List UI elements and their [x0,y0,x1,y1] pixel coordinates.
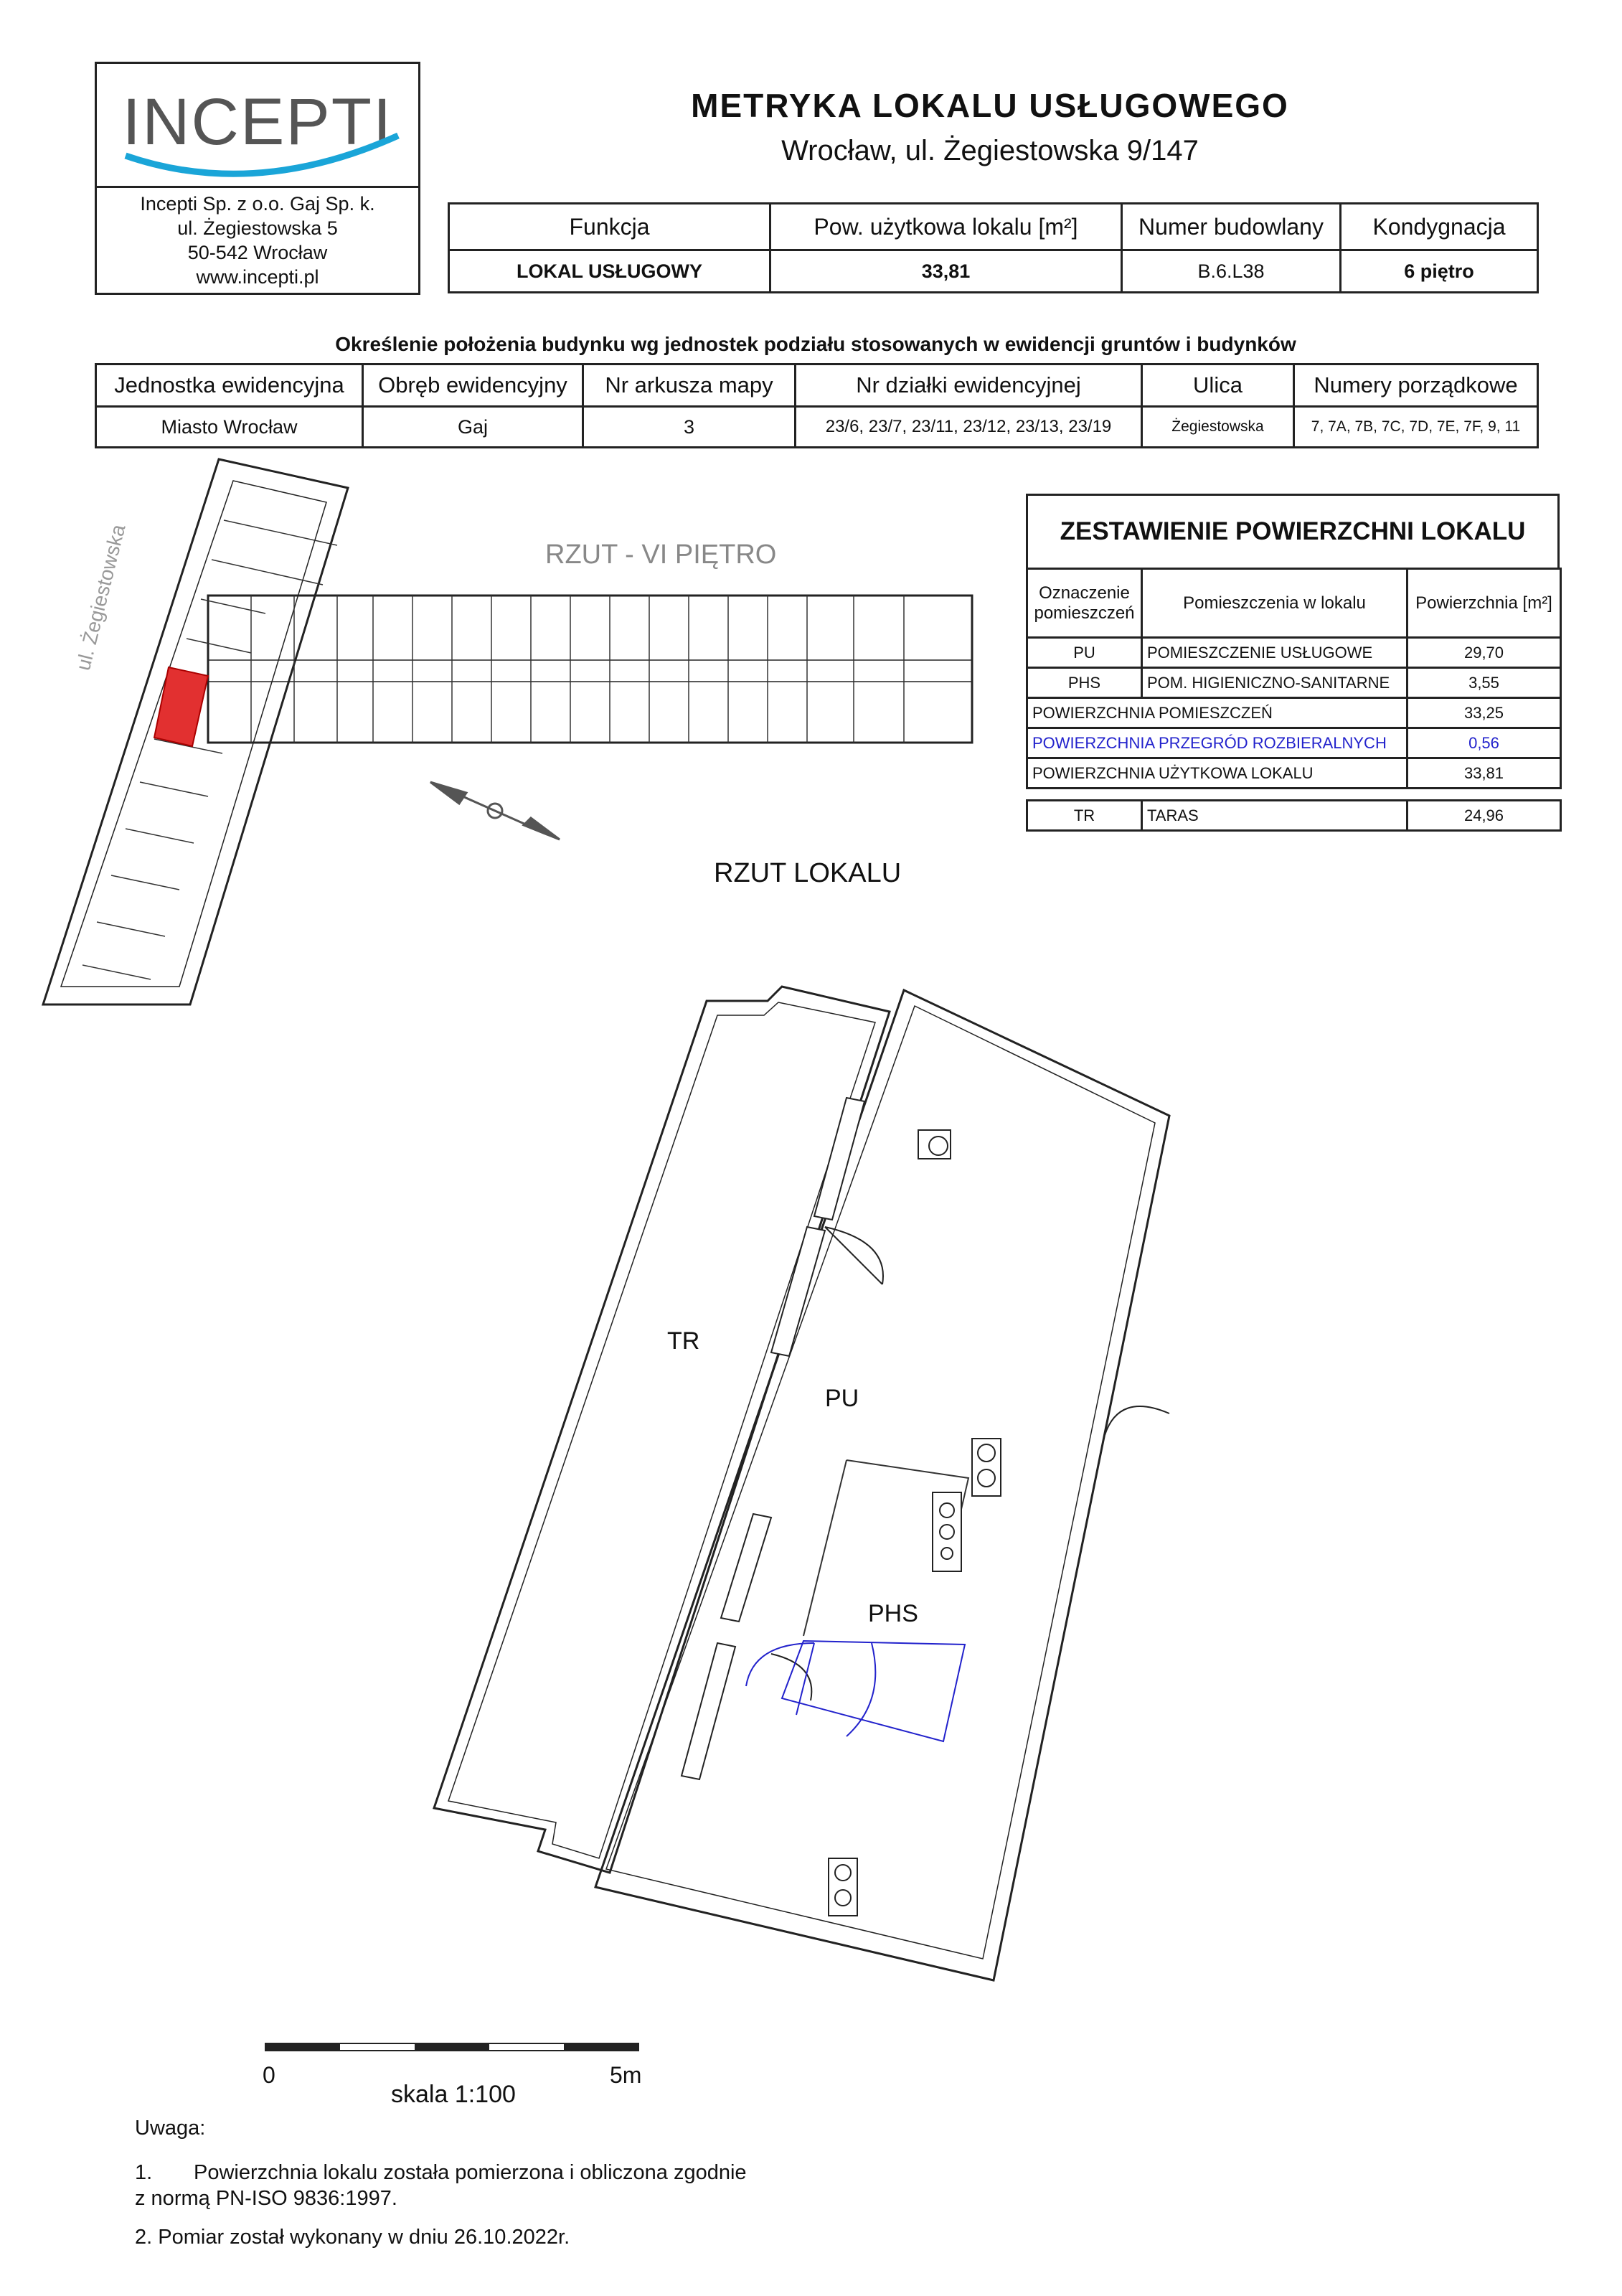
summary-header-area: Pow. użytkowa lokalu [m²] [770,204,1122,250]
loc-plot: 23/6, 23/7, 23/11, 23/12, 23/13, 23/19 [796,407,1142,448]
note-1-text: Powierzchnia lokalu została pomierzona i obliczona zgodnie [194,2161,747,2184]
unit-outline [595,990,1169,1980]
terrace-name: TARAS [1142,801,1408,831]
summary-floor: 6 piętro [1341,250,1538,293]
floor-level-label: RZUT - VI PIĘTRO [545,540,777,570]
area-row-value: 3,55 [1408,668,1561,698]
terrace-outline [434,987,890,1873]
areas-title: ZESTAWIENIE POWIERZCHNI LOKALU [1060,517,1526,545]
total-rooms-label: POWIERZCHNIA POMIESZCZEŃ [1027,698,1408,728]
location-title: Określenie położenia budynku wg jednostek podziału stosowanych w ewidencji gruntów i budynków [335,333,1296,355]
summary-table [448,202,1539,293]
loc-unit: Miasto Wrocław [96,407,363,448]
notes-heading: Uwaga: [135,2117,206,2140]
loc-header-precinct: Obręb ewidencyjny [363,364,583,407]
room-label-phs: PHS [868,1600,918,1627]
areas-header-code: Oznaczenie pomieszczeń [1027,569,1142,638]
scale-start: 0 [263,2062,275,2088]
page-subtitle: Wrocław, ul. Żegiestowska 9/147 [781,135,1199,166]
room-label-pu: PU [825,1385,859,1412]
summary-header-floor: Kondygnacja [1341,204,1538,250]
logo-area [97,64,418,188]
summary-header-function: Funkcja [449,204,770,250]
areas-table [1026,568,1562,789]
street-label: ul. Żegiestowska [72,522,130,673]
scale-label: skala 1:100 [391,2081,516,2108]
logo-wordmark: INCEPTI [122,85,393,159]
loc-header-street: Ulica [1142,364,1294,407]
loc-header-unit: Jednostka ewidencyjna [96,364,363,407]
areas-title-box [1026,494,1560,570]
total-rooms-value: 33,25 [1408,698,1561,728]
page-title: METRYKA LOKALU USŁUGOWEGO [691,87,1289,124]
room-label-tr: TR [667,1327,700,1355]
unit-plan-title: RZUT LOKALU [714,858,902,888]
east-wing-rooms [251,596,904,743]
incepti-logo [97,64,418,186]
east-wing-outline [208,596,972,743]
company-name: Incepti Sp. z o.o. Gaj Sp. k. [140,193,375,215]
note-1-number: 1. [135,2161,153,2184]
building-floor-plan [36,452,1004,1019]
west-wing-rooms [82,520,337,979]
loc-header-sheet: Nr arkusza mapy [583,364,796,407]
loc-numbers: 7, 7A, 7B, 7C, 7D, 7E, 7F, 9, 11 [1294,407,1538,448]
summary-header-build-number: Numer budowlany [1122,204,1341,250]
area-row-code: PU [1027,638,1142,668]
loc-precinct: Gaj [363,407,583,448]
company-street: ul. Żegiestowska 5 [177,217,338,239]
summary-build-number: B.6.L38 [1122,250,1341,293]
scale-end: 5m [610,2062,642,2088]
summary-function: LOKAL USŁUGOWY [449,250,770,293]
terrace-code: TR [1027,801,1142,831]
scale-bar [258,2038,646,2059]
note-2: 2. Pomiar został wykonany w dniu 26.10.2022r. [135,2226,570,2249]
loc-street: Żegiestowska [1142,407,1294,448]
window-openings [682,1098,864,1779]
north-arrow-icon [430,782,560,839]
company-city: 50-542 Wrocław [187,242,328,263]
area-row-code: PHS [1027,668,1142,698]
note-1-continued: z normą PN-ISO 9836:1997. [135,2187,397,2210]
logo-box [95,62,420,295]
total-usable-label: POWIERZCHNIA UŻYTKOWA LOKALU [1027,758,1408,789]
terrace-area: 24,96 [1408,801,1561,831]
loc-header-plot: Nr działki ewidencyjnej [796,364,1142,407]
summary-area: 33,81 [770,250,1122,293]
loc-header-numbers: Numery porządkowe [1294,364,1538,407]
total-usable-value: 33,81 [1408,758,1561,789]
areas-header-name: Pomieszczenia w lokalu [1142,569,1408,638]
loc-sheet: 3 [583,407,796,448]
door-swings [771,1227,1169,1700]
company-website: www.incepti.pl [196,266,319,288]
total-partitions-value: 0,56 [1408,728,1561,758]
duct-icons [829,1130,1001,1916]
unit-plan [416,983,1191,1987]
area-row-name: POMIESZCZENIE USŁUGOWE [1142,638,1408,668]
total-partitions-label: POWIERZCHNIA PRZEGRÓD ROZBIERALNYCH [1027,728,1408,758]
highlighted-unit [154,667,208,746]
location-table [95,363,1539,448]
terrace-table [1026,799,1562,832]
area-row-name: POM. HIGIENICZNO-SANITARNE [1142,668,1408,698]
area-row-value: 29,70 [1408,638,1561,668]
company-info [97,192,418,289]
areas-header-area: Powierzchnia [m²] [1408,569,1561,638]
